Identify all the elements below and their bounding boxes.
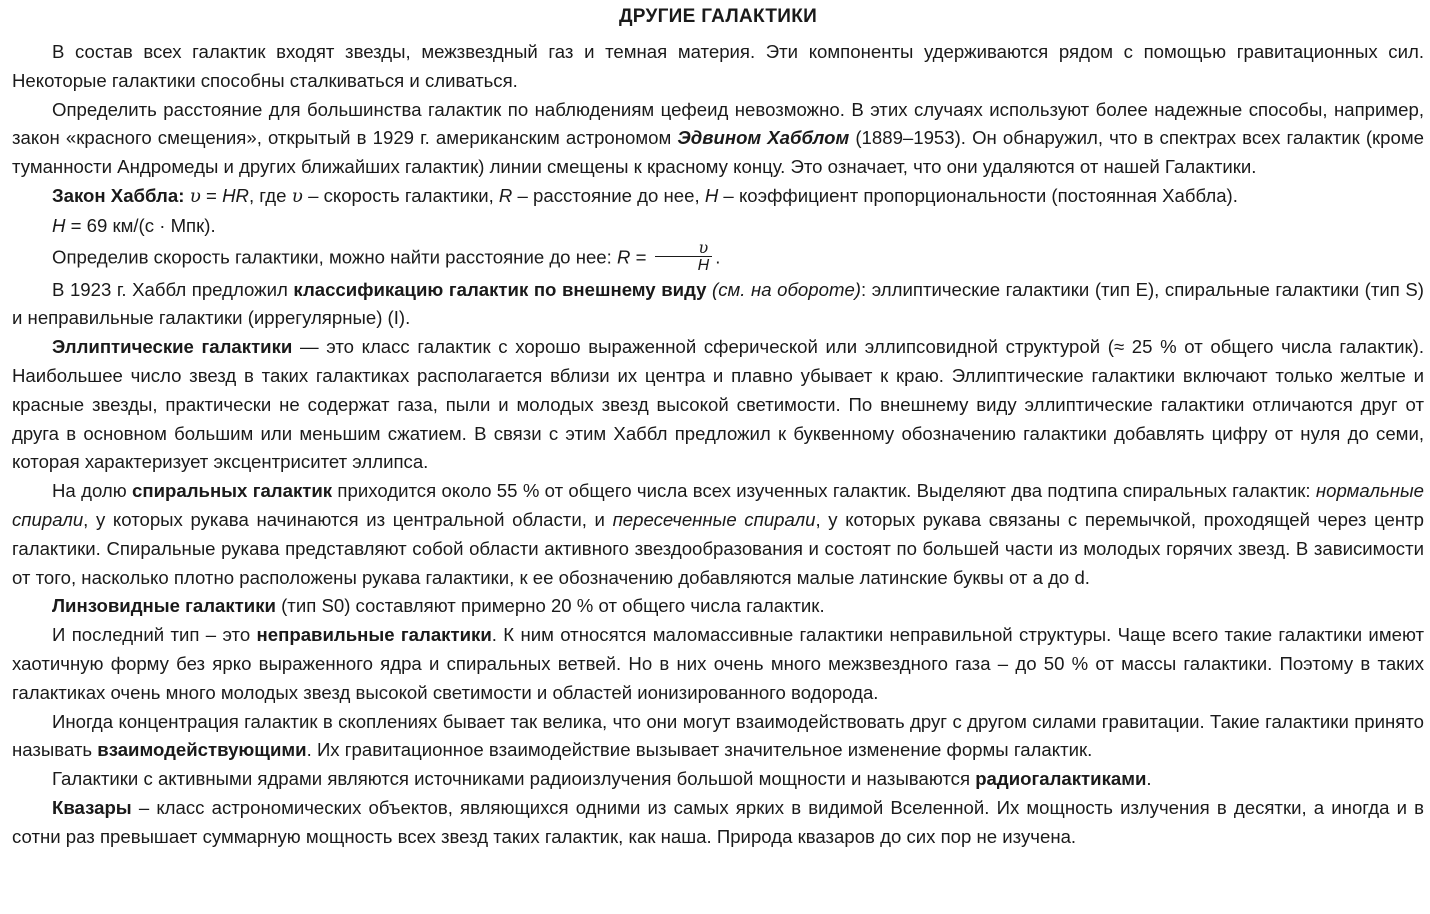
paragraph-text: Галактики с активными ядрами являются источниками радиоизлучения большой мощности и называются — [52, 768, 976, 790]
paragraph-text: В состав всех галактик входят звезды, межзвездный газ и темная материя. Эти компоненты удерживаются рядом с помощью гравитационных сил. Некоторые галактики способны сталкиваться и сливаться. — [12, 41, 1424, 91]
formula-end: . — [715, 245, 721, 267]
paragraph-spiral — [12, 477, 1424, 592]
document-page — [12, 4, 1424, 852]
paragraph-text: Определить расстояние для большинства галактик по наблюдениям цефеид невозможно. В этих случаях используют более надежные способы, например, закон «красного смещения», открытый в 1929 г. американским астрономом — [12, 98, 1424, 149]
paragraph-classification — [12, 276, 1424, 334]
paragraph-intro — [12, 38, 1424, 96]
distance-symbol: R — [498, 184, 513, 206]
formula-text: Определив скорость галактики, можно найти расстояние до нее: — [52, 245, 617, 267]
paragraph-text: : эллиптические галактики (тип E), спиральные галактики (тип S) и неправильные галактики (иррегулярные) (I). — [12, 278, 1424, 329]
bold-term: Линзовидные галактики — [52, 595, 276, 617]
paragraph-text: (тип S0) составляют примерно 20 % от общего числа галактик. — [275, 595, 825, 617]
paragraph-text: , у которых рукава начинаются из центральной области, и — [83, 508, 613, 530]
paragraph-text: , у которых рукава связаны с перемычкой, проходящей через центр галактики. Спиральные рукава представляют собой области активного звездообразования и состоят по большей части из молодых горячих звезд. В зависимости от того, насколько плотно расположены рукава галактики, к ее обозначению добавляются малые латинские буквы от a до d. — [12, 508, 1424, 588]
paragraph-lenticular — [12, 592, 1424, 621]
paragraph-radio-galaxies — [12, 765, 1424, 794]
bold-term: Эллиптические галактики — [52, 336, 293, 358]
paragraph-elliptical — [12, 333, 1424, 477]
bold-term: радиогалактиками — [975, 768, 1147, 790]
hubble-law-label: Закон Хаббла: — [52, 184, 185, 206]
fraction — [655, 239, 713, 274]
italic-term: нормальные спирали — [12, 480, 1425, 530]
bold-term: классификацию галактик по внешнему виду — [293, 278, 707, 300]
paragraph-text: приходится около 55 % от общего числа всех изученных галактик. Выделяют два подтипа спиральных галактик: — [332, 480, 1316, 502]
distance-formula — [12, 237, 1424, 276]
hubble-law-formula — [12, 182, 1424, 212]
paragraph-quasars — [12, 794, 1424, 852]
bold-term: Квазары — [52, 796, 132, 818]
bold-term: неправильные галактики — [256, 624, 492, 646]
paragraph-text: – класс астрономических объектов, являющихся одними из самых ярких в видимой Вселенной. Их мощность излучения в десятки, а иногда и в сотни раз превышает суммарную мощность всех звезд таких галактик, как наша. Природа квазаров до сих пор не изучена. — [12, 796, 1424, 847]
paragraph-irregular — [12, 621, 1424, 707]
paragraph-text: В 1923 г. Хаббл предложил — [52, 278, 294, 300]
distance-symbol: R — [616, 245, 631, 267]
paragraph-text: (1889–1953). Он обнаружил, что в спектрах всех галактик (кроме туманности Андромеды и других ближайших галактик) линии смещены к красному концу. Это означает, что они удаляются от нашей Галактики. — [12, 127, 1424, 178]
formula-text: – коэффициент пропорциональности (постоянная Хаббла). — [718, 184, 1238, 206]
formula-text: – расстояние до нее, — [512, 184, 705, 206]
fraction-denominator: H — [697, 256, 710, 274]
constant-text: = 69 км/(с · Мпк). — [65, 214, 216, 236]
paragraph-text: . Их гравитационное взаимодействие вызывает значительное изменение формы галактик. — [306, 739, 1093, 761]
fraction-numerator: υ — [655, 239, 713, 257]
paragraph-text: И последний тип – это — [52, 624, 257, 646]
paragraph-text: На долю — [52, 480, 132, 502]
page-title: ДРУГИЕ ГАЛАКТИКИ — [618, 6, 818, 27]
formula-text: – скорость галактики, — [302, 184, 499, 206]
paragraph-text: — это класс галактик с хорошо выраженной сферической или эллипсовидной структурой (≈ 25 % от общего числа галактик). Наибольшее число звезд в таких галактиках располагается вблизи их центра и плавно убывает к краю. Эллиптические галактики включают только желтые и красные звезды, практически не содержат газа, пыли и молодых звезд высокой светимости. По внешнему виду эллиптические галактики отличаются друг от друга в основном большим или меньшим сжатием. В связи с этим Хаббл предложил к буквенному обозначению галактики добавлять цифру от нуля до семи, которая характеризует эксцентриситет эллипса. — [12, 336, 1424, 473]
formula-hr: HR — [222, 184, 249, 206]
bold-term: взаимодействующими — [97, 739, 307, 761]
hubble-name: Эдвином Хабблом — [677, 127, 850, 149]
velocity-symbol: υ — [189, 185, 201, 207]
italic-note: (см. на обороте) — [706, 278, 861, 300]
paragraph-hubble-law-intro — [12, 96, 1424, 182]
paragraph-text: . К ним относятся маломассивные галактики неправильной структуры. Чаще всего такие галактики имеют хаотичную форму без ярко выраженного ядра и спиральных ветвей. Но в них очень много межзвездного газа – до 50 % от массы галактики. Поэтому в таких галактиках очень много молодых звезд высокой светимости и областей ионизированного водорода. — [12, 624, 1424, 703]
equals-sign: = — [630, 245, 652, 267]
paragraph-text: . — [1146, 768, 1152, 790]
hubble-constant-symbol: H — [704, 184, 719, 206]
hubble-constant-value — [12, 212, 1424, 241]
formula-text: , где — [248, 184, 292, 206]
bold-term: спиральных галактик — [132, 480, 333, 502]
paragraph-interacting — [12, 708, 1424, 766]
paragraph-text: Иногда концентрация галактик в скоплениях бывает так велика, что они могут взаимодействовать друг с другом силами гравитации. Такие галактики принято называть — [12, 710, 1424, 761]
velocity-symbol: υ — [291, 185, 303, 207]
italic-term: пересеченные спирали — [612, 508, 816, 530]
hubble-constant-symbol: H — [52, 214, 66, 236]
equals-sign: = — [200, 184, 223, 206]
